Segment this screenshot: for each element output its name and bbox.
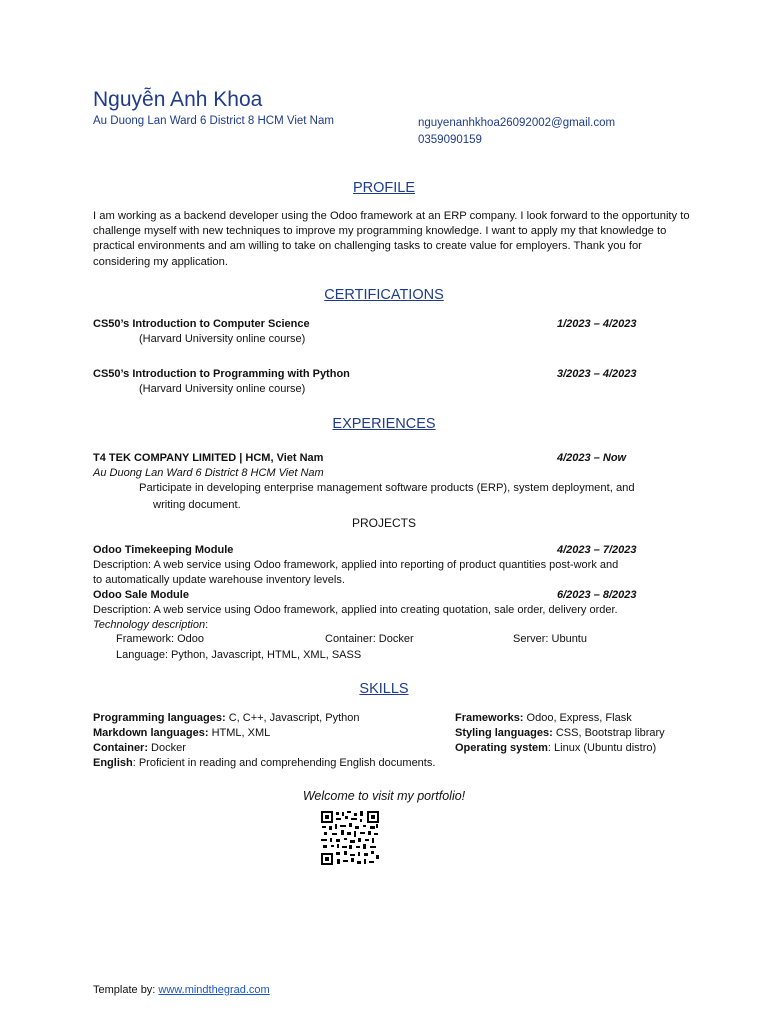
certification-title: CS50’s Introduction to Computer Science <box>93 318 310 330</box>
tech-framework: Framework: Odoo <box>116 633 205 645</box>
profile-text: I am working as a backend developer using the Odoo framework at an ERP company. I look forward to the opportunity to challenge myself with new techniques to improve my programming knowledge. I want to apply my that knowledge to practical environments and am willing to take on challenging tasks to create value for employers. Thank you for considering my application. <box>93 210 690 268</box>
certifications-heading-text: CERTIFICATIONS <box>324 287 444 303</box>
skill-label: English <box>93 757 133 769</box>
portfolio-qr-code-icon[interactable] <box>320 810 380 866</box>
skill-container <box>93 742 186 754</box>
certification-date: 1/2023 – 4/2023 <box>557 318 637 330</box>
certification-title: CS50’s Introduction to Programming with Python <box>93 368 350 380</box>
skill-frameworks <box>455 712 632 724</box>
skill-value: CSS, Bootstrap library <box>552 727 665 739</box>
template-credit <box>93 984 270 996</box>
company-address: Au Duong Lan Ward 6 District 8 HCM Viet Nam <box>93 467 324 479</box>
project-title: Odoo Sale Module <box>93 589 189 601</box>
template-credit-label: Template by: <box>93 984 159 996</box>
skill-value: HTML, XML <box>208 727 271 739</box>
skill-markdown <box>93 727 270 739</box>
portfolio-welcome: Welcome to visit my portfolio! <box>302 789 466 803</box>
template-credit-link[interactable]: www.mindthegrad.com <box>158 984 270 996</box>
skill-label: Styling languages: <box>455 727 553 739</box>
tech-language: Language: Python, Javascript, HTML, XML, SASS <box>116 649 362 661</box>
project-description-line: to automatically update warehouse inventory levels. <box>93 574 345 586</box>
experience-description-line: writing document. <box>153 499 241 511</box>
skill-label: Operating system <box>455 742 548 754</box>
tech-server: Server: Ubuntu <box>513 633 587 645</box>
certification-date: 3/2023 – 4/2023 <box>557 368 637 380</box>
company-name: T4 TEK COMPANY LIMITED | HCM, Viet Nam <box>93 452 324 464</box>
project-date: 4/2023 – 7/2023 <box>557 544 637 556</box>
project-date: 6/2023 – 8/2023 <box>557 589 637 601</box>
skills-heading-text: SKILLS <box>359 681 409 697</box>
skill-english <box>93 757 435 769</box>
projects-heading: PROJECTS <box>351 516 416 530</box>
project-description-line: Description: A web service using Odoo framework, applied into creating quotation, sale order, delivery order. <box>93 604 618 616</box>
contact-block <box>418 115 615 149</box>
experience-description-line: Participate in developing enterprise management software products (ERP), system deployment, and <box>139 482 635 494</box>
skill-label: Container: <box>93 742 148 754</box>
skill-value: Docker <box>148 742 186 754</box>
certification-detail: (Harvard University online course) <box>139 383 306 395</box>
skill-label: Markdown languages: <box>93 727 209 739</box>
certification-detail: (Harvard University online course) <box>139 333 306 345</box>
skill-label: Frameworks: <box>455 712 524 724</box>
project-description-line: Description: A web service using Odoo framework, applied into reporting of product quantities post-work and <box>93 559 619 571</box>
skills-heading <box>0 681 768 697</box>
skill-value: C, C++, Javascript, Python <box>225 712 360 724</box>
profile-heading <box>0 180 768 196</box>
skill-value: Odoo, Express, Flask <box>523 712 632 724</box>
skill-styling <box>455 727 665 739</box>
skill-programming <box>93 712 360 724</box>
technology-label-colon: : <box>205 619 209 631</box>
experiences-heading-text: EXPERIENCES <box>332 416 436 432</box>
home-address: Au Duong Lan Ward 6 District 8 HCM Viet Nam <box>93 115 334 127</box>
skill-label: Programming languages: <box>93 712 226 724</box>
tech-container: Container: Docker <box>325 633 414 645</box>
candidate-name: Nguyễn Anh Khoa <box>93 88 263 111</box>
skill-value: : Proficient in reading and comprehending English documents. <box>132 757 436 769</box>
company-date: 4/2023 – Now <box>557 452 627 464</box>
technology-label: Technology description <box>93 619 206 631</box>
skill-value: : Linux (Ubuntu distro) <box>547 742 657 754</box>
certifications-heading <box>0 287 768 303</box>
email-address[interactable]: nguyenanhkhoa26092002@gmail.com <box>418 117 616 129</box>
project-title: Odoo Timekeeping Module <box>93 544 234 556</box>
experiences-heading <box>0 416 768 432</box>
skill-os <box>455 742 656 754</box>
profile-heading-text: PROFILE <box>352 180 416 196</box>
phone-number: 0359090159 <box>418 134 482 146</box>
technology-description-label <box>93 619 208 631</box>
